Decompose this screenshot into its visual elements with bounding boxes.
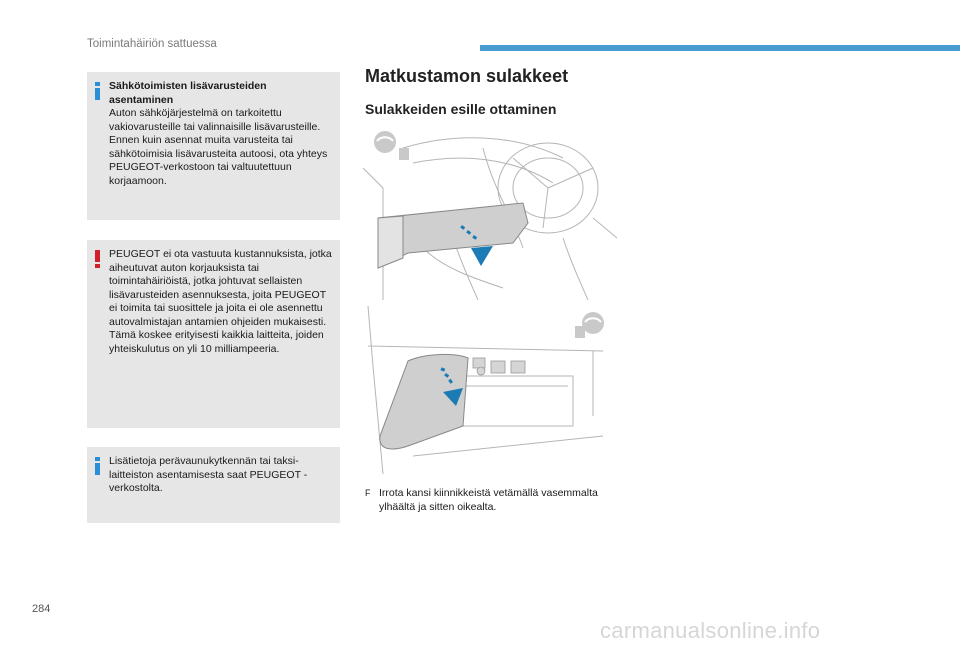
section-subtitle: Sulakkeiden esille ottaminen xyxy=(365,101,557,117)
step-text: Irrota kansi kiinnikkeistä vetämällä vasemmalta ylhäältä ja sitten oikealta. xyxy=(379,487,598,513)
info-icon xyxy=(93,82,102,100)
watermark: carmanualsonline.info xyxy=(600,618,821,643)
page-number: 284 xyxy=(32,603,51,615)
info-icon xyxy=(93,457,102,475)
warning-icon xyxy=(93,250,102,268)
warning-note-body: PEUGEOT ei ota vastuuta kustannuksista, jotka aiheutuvat auton korjauksista tai toimintahäiriöistä, jotka johtuvat sellaisten lisävarusteiden asennuksesta, joita PEUGEOT ei toimita tai suosittele ja joita ei ole asennettu autovalmistajan antamien ohjeiden mukaisesti. Tämä koskee erityisesti kaikkia laitteita, joiden yhteiskulutus on yli 10 milliampeeria. xyxy=(109,248,332,355)
info-note-title: Sähkötoimisten lisävarusteiden asentaminen xyxy=(109,80,267,106)
running-header-title: Toimintahäiriön sattuessa xyxy=(87,38,217,50)
header-accent-bar xyxy=(480,45,960,51)
dashboard-illustration xyxy=(363,128,617,300)
info-note-accessories xyxy=(87,72,340,220)
info-note-towing xyxy=(87,447,340,523)
step-bullet-icon: F xyxy=(365,488,371,498)
warning-note xyxy=(87,240,340,428)
section-title: Matkustamon sulakkeet xyxy=(365,66,569,86)
instruction-step xyxy=(365,487,625,514)
info-note-body: Auton sähköjärjestelmä on tarkoitettu vakiovarusteille tai valinnaisille lisävarusteille. Ennen kuin asennat muita varusteita tai sähkötoimisia lisävarusteita autoosi, ota yhteys PEUGEOT-verkostoon tai valtuutettuun korjaamoon. xyxy=(109,107,328,187)
glovebox-closeup-illustration xyxy=(363,306,617,474)
info-note-towing-body: Lisätietoja perävaunukytkennän tai taksi-laitteiston asentamisesta saat PEUGEOT -verkostolta. xyxy=(109,455,308,494)
